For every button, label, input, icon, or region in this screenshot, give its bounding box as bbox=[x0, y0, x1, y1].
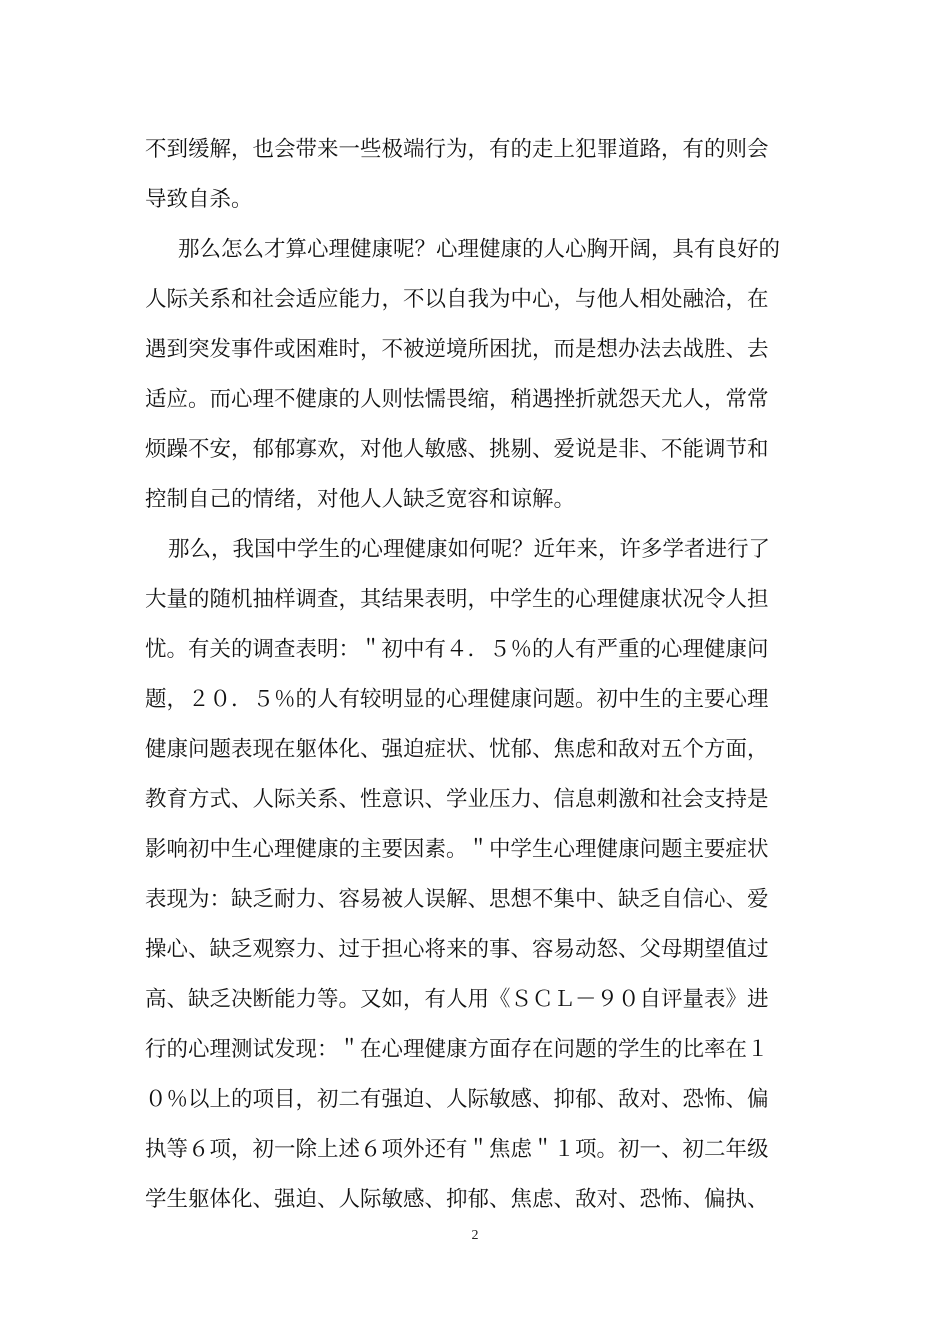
text-line-6: 适应。而心理不健康的人则怯懦畏缩，稍遇挫折就怨天尤人，常常 bbox=[145, 387, 769, 412]
text-line-19: 行的心理测试发现：＂在心理健康方面存在问题的学生的比率在１ bbox=[145, 1037, 769, 1062]
text-line-3: 那么怎么才算心理健康呢？心理健康的人心胸开阔，具有良好的 bbox=[178, 237, 781, 262]
text-line-9: 那么，我国中学生的心理健康如何呢？近年来，许多学者进行了 bbox=[168, 537, 771, 562]
text-line-20: ０％以上的项目，初二有强迫、人际敏感、抑郁、敌对、恐怖、偏 bbox=[145, 1087, 769, 1112]
text-line-4: 人际关系和社会适应能力，不以自我为中心，与他人相处融洽，在 bbox=[145, 287, 769, 312]
text-line-10: 大量的随机抽样调查，其结果表明，中学生的心理健康状况令人担 bbox=[145, 587, 769, 612]
text-line-7: 烦躁不安，郁郁寡欢，对他人敏感、挑剔、爱说是非、不能调节和 bbox=[145, 437, 769, 462]
text-line-16: 表现为：缺乏耐力、容易被人误解、思想不集中、缺乏自信心、爱 bbox=[145, 887, 769, 912]
text-line-5: 遇到突发事件或困难时，不被逆境所困扰，而是想办法去战胜、去 bbox=[145, 337, 769, 362]
text-line-2: 导致自杀。 bbox=[145, 187, 253, 212]
text-line-18: 高、缺乏决断能力等。又如，有人用《ＳＣＬ－９０自评量表》进 bbox=[145, 987, 769, 1012]
text-line-11: 忧。有关的调查表明：＂初中有４．５％的人有严重的心理健康问 bbox=[145, 637, 769, 662]
text-line-22: 学生躯体化、强迫、人际敏感、抑郁、焦虑、敌对、恐怖、偏执、 bbox=[145, 1187, 769, 1212]
text-line-12: 题，２０．５％的人有较明显的心理健康问题。初中生的主要心理 bbox=[145, 687, 769, 712]
text-line-17: 操心、缺乏观察力、过于担心将来的事、容易动怒、父母期望值过 bbox=[145, 937, 769, 962]
text-line-21: 执等６项，初一除上述６项外还有＂焦虑＂１项。初一、初二年级 bbox=[145, 1137, 769, 1162]
text-line-13: 健康问题表现在躯体化、强迫症状、忧郁、焦虑和敌对五个方面， bbox=[145, 737, 769, 762]
page-number: 2 bbox=[471, 1228, 479, 1243]
text-line-14: 教育方式、人际关系、性意识、学业压力、信息刺激和社会支持是 bbox=[145, 787, 769, 812]
text-line-15: 影响初中生心理健康的主要因素。＂中学生心理健康问题主要症状 bbox=[145, 837, 769, 862]
text-line-1: 不到缓解，也会带来一些极端行为，有的走上犯罪道路，有的则会 bbox=[145, 137, 769, 162]
text-line-8: 控制自己的情绪，对他人人缺乏宽容和谅解。 bbox=[145, 487, 576, 512]
